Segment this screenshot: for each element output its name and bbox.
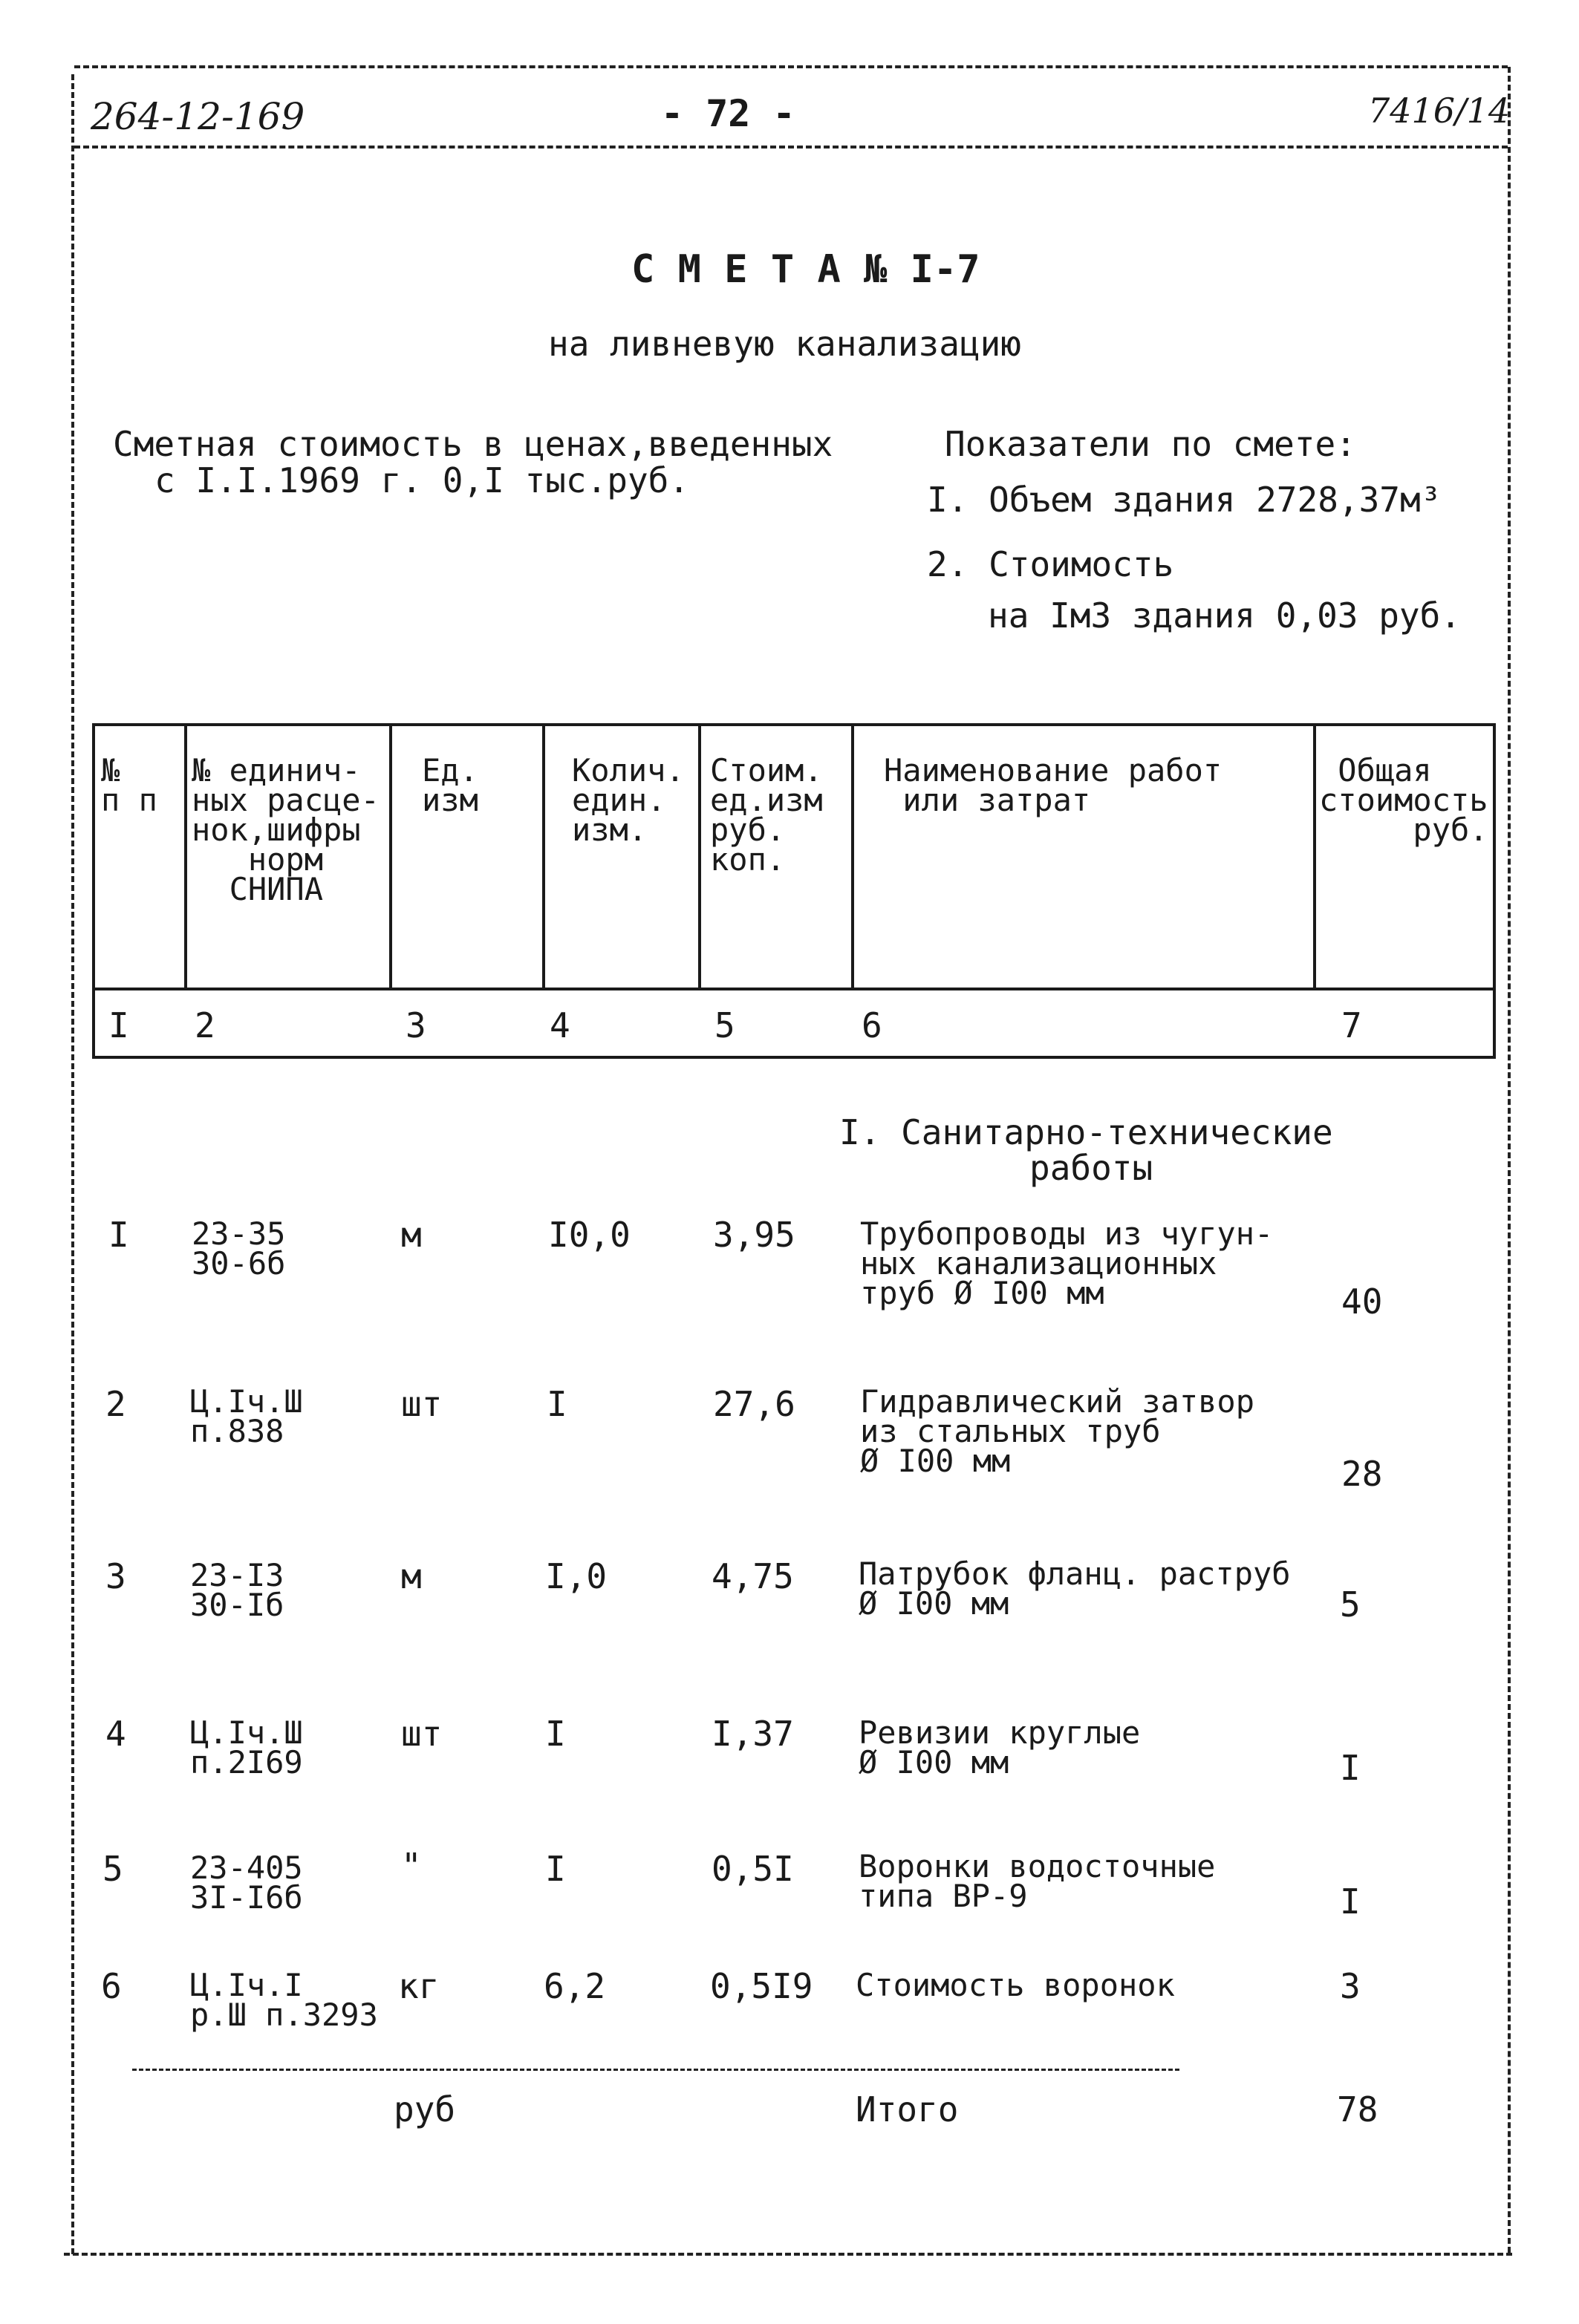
estimate-subtitle: на ливневую канализацию <box>548 324 1021 364</box>
estimated-cost-line1: Сметная стоимость в ценах,введенных <box>113 424 833 464</box>
header-col-code: № единич- ных расце- нок,шифры норм СНИПА <box>192 752 380 907</box>
summary-unit: руб <box>394 2089 456 2129</box>
col-number-2: 2 <box>195 1005 215 1045</box>
document-code-left: 264-12-169 <box>91 95 305 138</box>
row-quantity: 6,2 <box>544 1966 606 2006</box>
row-unit-price: 3,95 <box>713 1215 795 1255</box>
frame-right <box>1508 67 1511 2253</box>
header-divider <box>74 146 1508 148</box>
row-name: Гидравлический затвор из стальных труб Ø I00 мм <box>860 1383 1255 1479</box>
row-name: Ревизии круглые Ø I00 мм <box>859 1714 1141 1780</box>
row-name: Патрубок фланц. раструб Ø I00 мм <box>859 1556 1291 1622</box>
row-unit-price: 0,5I <box>712 1849 794 1889</box>
col-number-4: 4 <box>550 1005 570 1045</box>
row-total: 5 <box>1340 1584 1361 1625</box>
row-total: I <box>1340 1881 1361 1922</box>
header-col-unit: Ед. изм <box>422 752 478 818</box>
row-unit: " <box>401 1846 422 1886</box>
row-total: I <box>1340 1748 1361 1788</box>
row-unit: кг <box>398 1966 440 2006</box>
row-name: Стоимость воронок <box>856 1967 1175 2003</box>
row-quantity: I <box>547 1384 567 1424</box>
estimated-cost-line2: с I.I.1969 г. 0,I тыс.руб. <box>154 460 690 500</box>
row-unit: шт <box>401 1384 443 1424</box>
row-total: 3 <box>1340 1966 1361 2006</box>
row-code: 23-405 3I-I6б <box>190 1850 303 1916</box>
page-number: - 72 - <box>661 92 795 135</box>
row-number: 4 <box>105 1714 126 1754</box>
frame-left <box>71 74 74 2254</box>
col-number-1: I <box>108 1005 129 1045</box>
section-title-line2: работы <box>1029 1148 1153 1188</box>
row-unit-price: 0,5I9 <box>710 1966 813 2006</box>
col-number-3: 3 <box>406 1005 426 1045</box>
row-unit: шт <box>401 1714 443 1754</box>
row-unit-price: 4,75 <box>712 1556 794 1596</box>
row-total: 28 <box>1341 1454 1383 1494</box>
row-number: 6 <box>101 1966 122 2006</box>
indicators-heading: Показатели по смете: <box>945 424 1356 464</box>
summary-label: Итого <box>856 2089 959 2129</box>
header-col-number: № п п <box>101 752 157 818</box>
row-code: 23-I3 30-Iб <box>190 1557 284 1623</box>
row-number: I <box>108 1215 129 1255</box>
estimate-title: С М Е Т А № I-7 <box>631 247 980 292</box>
row-number: 3 <box>105 1556 126 1596</box>
header-col-unit-price: Стоим. ед.изм руб. коп. <box>710 752 823 878</box>
row-code: 23-35 30-6б <box>192 1215 286 1282</box>
summary-total: 78 <box>1337 2089 1378 2129</box>
row-unit-price: 27,6 <box>713 1384 795 1424</box>
summary-divider <box>132 2069 1179 2071</box>
frame-top <box>74 65 1508 68</box>
row-name: Трубопроводы из чугун- ных канализационных труб Ø I00 мм <box>860 1215 1274 1311</box>
section-title-line1: I. Санитарно-технические <box>839 1112 1333 1152</box>
row-quantity: I <box>545 1714 566 1754</box>
row-quantity: I,0 <box>545 1556 608 1596</box>
header-col-name: Наименование работ или затрат <box>884 752 1222 818</box>
header-col-total: Общая стоимость руб. <box>1319 752 1488 848</box>
indicator-cost-label: 2. Стоимость <box>927 544 1174 584</box>
frame-bottom <box>64 2253 1512 2256</box>
col-number-6: 6 <box>862 1005 882 1045</box>
row-unit: м <box>401 1215 422 1255</box>
row-unit-price: I,37 <box>712 1714 794 1754</box>
row-name: Воронки водосточные типа ВР-9 <box>859 1848 1216 1914</box>
row-number: 5 <box>102 1849 123 1889</box>
document-code-right: 7416/14 <box>1368 91 1511 131</box>
header-col-quantity: Колич. един. изм. <box>572 752 685 848</box>
row-code: Ц.Iч.Ш п.838 <box>190 1383 303 1449</box>
col-number-5: 5 <box>714 1005 735 1045</box>
col-number-7: 7 <box>1341 1005 1362 1045</box>
row-code: Ц.Iч.Ш п.2I69 <box>190 1714 303 1780</box>
indicator-volume: I. Объем здания 2728,37м³ <box>927 480 1442 520</box>
row-number: 2 <box>105 1384 126 1424</box>
row-unit: м <box>401 1556 422 1596</box>
indicator-cost-value: на Iм3 здания 0,03 руб. <box>988 595 1461 636</box>
row-code: Ц.Iч.I р.Ш п.3293 <box>190 1967 378 2033</box>
row-total: 40 <box>1341 1282 1383 1322</box>
row-quantity: I <box>545 1849 566 1889</box>
row-quantity: I0,0 <box>548 1215 631 1255</box>
